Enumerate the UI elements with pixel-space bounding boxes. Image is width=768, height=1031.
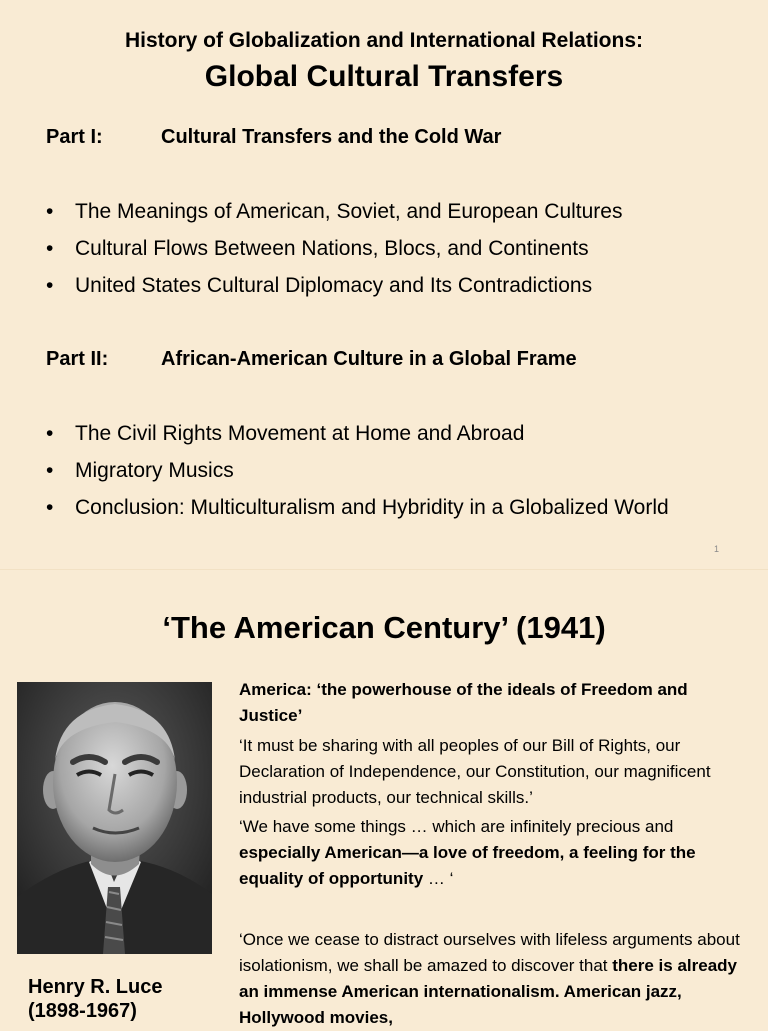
quote-precious-lead: ‘We have some things … which are infinitely precious and [239,817,674,836]
portrait-illustration [17,682,212,954]
list-item: • Conclusion: Multiculturalism and Hybridity in a Globalized World [46,492,695,523]
list-item: • Migratory Musics [46,455,736,486]
slide-2 [0,570,768,1027]
quote-internationalism-emphasis: there is already an immense American internationalism. American jazz, Hollywood movies, [239,956,737,1027]
part-2-title: African-American Culture in a Global Frame [161,348,577,370]
list-item: • Cultural Flows Between Nations, Blocs, and Continents [46,233,736,264]
quote-internationalism [239,927,749,1031]
quote-precious-emphasis: especially American—a love of freedom, a feeling for the equality of opportunity [239,843,696,888]
list-item: • United States Cultural Diplomacy and Its Contradictions [46,270,736,301]
slide-supertitle: History of Globalization and International Relations: [124,29,644,52]
portrait-caption [28,975,162,1023]
part-1-heading [46,126,501,149]
quote-internationalism-lead: ‘Once we cease to distract ourselves with lifeless arguments about isolationism, we shall be amazed to discover that [239,930,740,975]
list-item: • The Meanings of American, Soviet, and European Cultures [46,196,736,227]
slide-title: ‘The American Century’ (1941) [162,610,606,645]
part-2-bullet-list [46,418,736,529]
caption-dates: (1898-1967) [28,1000,137,1022]
part-1-bullet-list [46,196,736,307]
list-item: • The Civil Rights Movement at Home and Abroad [46,418,736,449]
part-1-number: Part I: [46,126,103,148]
slide-title: Global Cultural Transfers [204,60,564,93]
quote-powerhouse: America: ‘the powerhouse of the ideals of Freedom and Justice’ [239,680,688,725]
quote-sharing: ‘It must be sharing with all peoples of our Bill of Rights, our Declaration of Independence, our Constitution, our magnificent industrial products, our technical skills.’ [239,736,711,807]
quote-precious-tail: … ‘ [423,869,454,888]
part-2-heading [46,348,577,371]
caption-name: Henry R. Luce [28,976,163,998]
portrait-photo [17,682,212,954]
quote-precious [239,814,749,892]
part-1-title: Cultural Transfers and the Cold War [161,126,502,148]
page-number: 1 [714,544,720,554]
part-2-number: Part II: [46,348,109,370]
